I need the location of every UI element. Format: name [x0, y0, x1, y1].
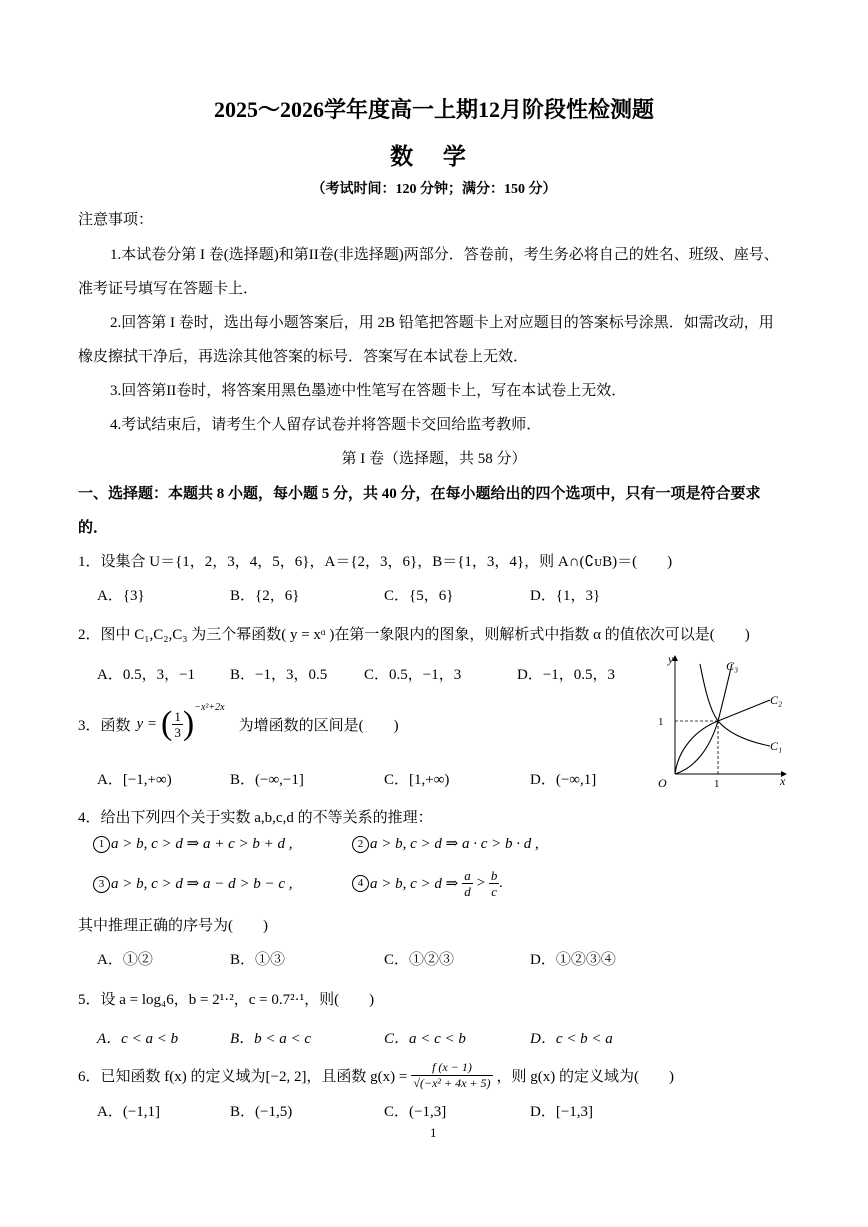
- notice-item-4: 4.考试结束后，请考生个人留存试卷并将答题卡交回给监考教师．: [110, 417, 542, 433]
- q4-r4-pre: a > b, c > d ⇒: [370, 875, 459, 892]
- q5-option-c: C．a < c < b: [384, 1031, 466, 1047]
- q1-option-c: C．{5，6}: [384, 588, 454, 604]
- q6-stem-post: ，则 g(x) 的定义域为( ): [496, 1068, 674, 1085]
- q2-option-c: C．0.5，−1，3: [364, 667, 462, 683]
- q4-option-c: C．①②③: [384, 952, 455, 968]
- x-axis-label: x: [780, 774, 786, 788]
- section-instruction-cont: 的．: [78, 520, 109, 536]
- q5-stem: 5．设 a = log₄6，b = 2¹·²，c = 0.7²·¹，则( ): [78, 992, 375, 1008]
- q4-reasoning-3: [93, 874, 293, 893]
- q3-paren-left: (: [161, 705, 173, 742]
- exam-title: 2025～2026学年度高一上期12月阶段性检测题: [213, 97, 654, 122]
- q6-frac-den: √(−x² + 4x + 5): [413, 1075, 491, 1090]
- q3-stem: [78, 700, 399, 748]
- q4-reasoning-4: [352, 864, 503, 902]
- q3-frac-num: 1: [174, 708, 181, 724]
- q3-option-c: C．[1,+∞): [384, 772, 450, 788]
- exam-meta: （考试时间：120 分钟；满分：150 分）: [311, 182, 557, 197]
- q3-func-lhs: y =: [136, 715, 158, 732]
- q4-option-a: A．①②: [97, 952, 153, 968]
- q6-stem: [78, 1054, 674, 1096]
- q3-option-a: A．[−1,+∞): [97, 772, 172, 788]
- q2-option-d: D．−1，0.5，3: [517, 667, 616, 683]
- q4-frac-ad-num: a: [464, 867, 471, 883]
- c3-label: C₃: [726, 659, 739, 673]
- part-title: 第 I 卷（选择题，共 58 分）: [341, 451, 527, 467]
- curve-c1: [700, 664, 770, 746]
- q4-circle-1: 1: [93, 836, 110, 853]
- q6-option-d: D．[−1,3]: [530, 1104, 594, 1120]
- q4-reasoning-2: [352, 834, 539, 853]
- origin-label: O: [658, 776, 667, 790]
- tick-label-y: 1: [658, 716, 664, 728]
- notice-item-1-cont: 准考证号填写在答题卡上．: [78, 281, 259, 297]
- q3-stem-tail: 为增函数的区间是( ): [238, 717, 399, 734]
- q4-reasoning-1: [93, 834, 293, 853]
- q4-circle-4: 4: [352, 875, 369, 892]
- q6-frac-num: f (x − 1): [411, 1060, 492, 1076]
- c1-label: C₁: [770, 739, 783, 753]
- q4-circle-3: 3: [93, 876, 110, 893]
- notice-item-2: 2.回答第 I 卷时，选出每小题答案后，用 2B 铅笔把答题卡上对应题目的答案标号涂黑．如需改动，用: [110, 315, 774, 331]
- c2-label: C₂: [770, 693, 783, 707]
- y-axis-label: y: [668, 652, 674, 666]
- q3-frac-den: 3: [174, 724, 181, 740]
- section-instruction: 一、选择题：本题共 8 小题，每小题 5 分，共 40 分，在每小题给出的四个选项中，只有一项是符合要求: [78, 486, 761, 502]
- q1-option-d: D．{1，3}: [530, 588, 601, 604]
- q6-stem-pre: 6．已知函数 f(x) 的定义域为[−2, 2]，且函数 g(x) =: [78, 1068, 408, 1085]
- q1-option-b: B．{2，6}: [230, 588, 300, 604]
- q4-frac-bc-num: b: [490, 867, 498, 883]
- q5-option-d: D．c < b < a: [530, 1031, 613, 1047]
- q6-option-c: C．(−1,3]: [384, 1104, 447, 1120]
- q5-option-b: B．b < a < c: [230, 1031, 312, 1047]
- q3-option-b: B．(−∞,−1]: [230, 772, 304, 788]
- curve-c2: [675, 700, 770, 774]
- q3-option-d: D．(−∞,1]: [530, 772, 597, 788]
- q4-circle-2: 2: [352, 836, 369, 853]
- notice-item-1: 1.本试卷分第 I 卷(选择题)和第II卷(非选择题)两部分．答卷前，考生务必将自己的姓名、班级、座号、: [110, 247, 779, 263]
- q4-frac-ad-den: d: [464, 883, 471, 899]
- q4-r4-gt: >: [475, 874, 486, 891]
- q5-option-a: A．c < a < b: [97, 1031, 179, 1047]
- tick-label-x: 1: [714, 778, 720, 790]
- q4-ask: 其中推理正确的序号为( ): [78, 918, 268, 934]
- page-number: 1: [430, 1125, 437, 1140]
- q4-option-b: B．①③: [230, 952, 286, 968]
- q4-frac-bc-den: c: [491, 883, 497, 899]
- q1-option-a: A．{3}: [97, 588, 145, 604]
- subject-title: 数 学: [390, 144, 478, 169]
- q3-base-fraction: [172, 709, 183, 740]
- q4-option-d: D．①②③④: [530, 952, 616, 968]
- q6-option-a: A．(−1,1]: [97, 1104, 161, 1120]
- power-function-graph: [640, 650, 800, 795]
- q4-frac-ad: [462, 868, 473, 899]
- q6-option-b: B．(−1,5): [230, 1104, 293, 1120]
- notice-item-2-cont: 橡皮擦拭干净后，再选涂其他答案的标号．答案写在本试卷上无效．: [78, 349, 529, 365]
- q4-stem: 4．给出下列四个关于实数 a,b,c,d 的不等关系的推理：: [78, 810, 433, 826]
- q4-r3: a > b, c > d ⇒ a − d > b − c ,: [111, 876, 293, 892]
- q3-paren-right: ): [182, 705, 195, 742]
- q1-stem: 1．设集合 U＝{1，2，3，4，5，6}，A＝{2，3，6}，B＝{1，3，4}，则 A∩(∁ᴜB)＝( ): [78, 554, 673, 570]
- q2-option-a: A．0.5，3，−1: [97, 667, 196, 683]
- notice-item-3: 3.回答第II卷时，将答案用黑色墨迹中性笔写在答题卡上，写在本试卷上无效．: [110, 383, 627, 399]
- notice-heading: 注意事项：: [78, 212, 154, 228]
- q4-r2: a > b, c > d ⇒ a · c > b · d ,: [370, 836, 539, 852]
- q4-frac-bc: [489, 868, 500, 899]
- q2-option-b: B．−1，3，0.5: [230, 667, 328, 683]
- q4-r4-end: .: [499, 874, 504, 891]
- q4-r1: a > b, c > d ⇒ a + c > b + d ,: [111, 836, 293, 852]
- q3-exponent: −x²+2x: [194, 702, 225, 713]
- q3-number: 3．函数: [78, 717, 131, 734]
- q6-fraction: [411, 1060, 492, 1091]
- q2-stem: 2．图中 C₁,C₂,C₃ 为三个幂函数( y = xᵅ )在第一象限内的图象，则解析式中指数 α 的值依次可以是( ): [78, 627, 750, 643]
